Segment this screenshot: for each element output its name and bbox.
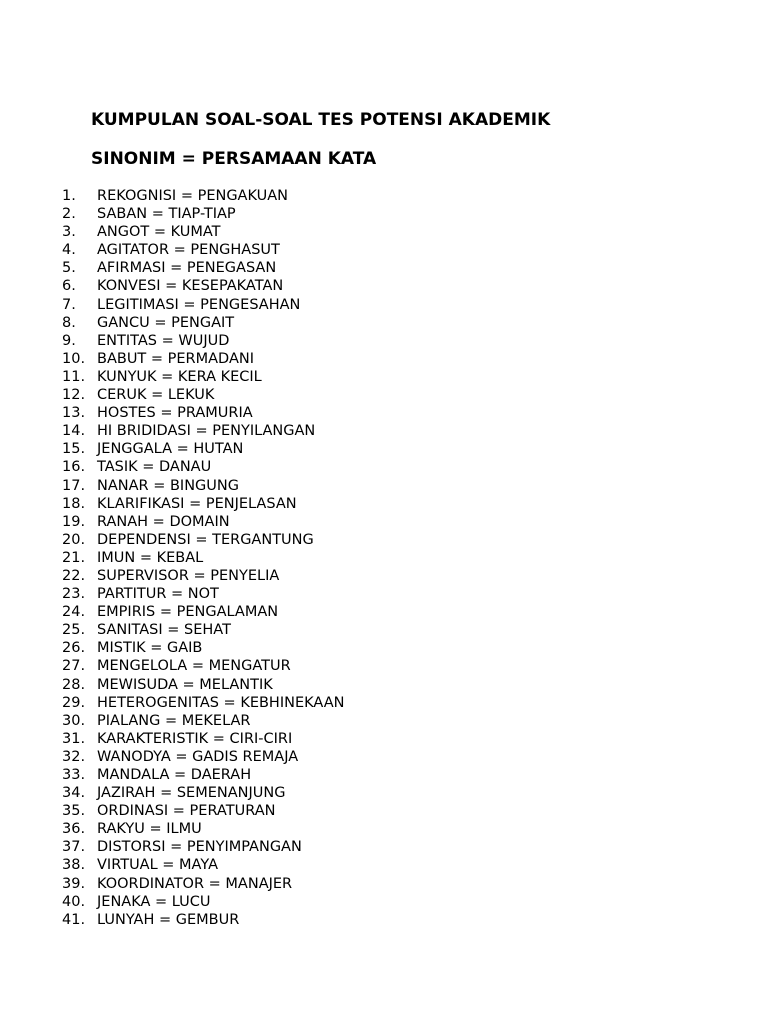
list-item-text: AFIRMASI = PENEGASAN	[97, 260, 277, 277]
document-title: KUMPULAN SOAL-SOAL TES POTENSI AKADEMIK	[91, 110, 551, 130]
list-item-text: JENGGALA = HUTAN	[97, 441, 244, 458]
list-item-number: 31.	[62, 730, 86, 747]
list-item-number: 33.	[62, 767, 86, 783]
list-item-text: HI BRIDIDASI = PENYILANGAN	[97, 423, 316, 440]
list-item-number: 1.	[62, 188, 76, 204]
document-subtitle: SINONIM = PERSAMAAN KATA	[91, 149, 377, 169]
list-item-text: MANDALA = DAERAH	[97, 767, 252, 783]
list-item-text: HOSTES = PRAMURIA	[97, 405, 253, 422]
list-item-text: REKOGNISI = PENGAKUAN	[97, 188, 288, 204]
list-item-number: 8.	[62, 314, 76, 331]
list-item-text: IMUN = KEBAL	[97, 549, 204, 566]
list-item-number: 35.	[62, 803, 86, 820]
list-item-number: 17.	[62, 477, 86, 494]
list-item-number: 22.	[62, 567, 86, 584]
list-item-text: ANGOT = KUMAT	[97, 224, 221, 241]
list-item-text: BABUT = PERMADANI	[97, 350, 255, 367]
list-item-text: VIRTUAL = MAYA	[97, 857, 219, 874]
list-item-number: 12.	[62, 387, 86, 404]
list-item-text: KUNYUK = KERA KECIL	[97, 368, 262, 385]
list-item-number: 29.	[62, 694, 86, 711]
list-item-number: 30.	[62, 712, 86, 729]
list-item-number: 37.	[62, 839, 86, 856]
list-item-number: 7.	[62, 296, 76, 313]
list-item-text: SUPERVISOR = PENYELIA	[97, 567, 280, 584]
list-item-number: 2.	[62, 206, 76, 223]
list-item-number: 18.	[62, 495, 86, 512]
list-item-text: MEWISUDA = MELANTIK	[97, 676, 273, 693]
list-item-text: PIALANG = MEKELAR	[97, 712, 251, 729]
list-item-text: ENTITAS = WUJUD	[97, 332, 230, 349]
list-item-text: SANITASI = SEHAT	[97, 622, 231, 639]
list-item-number: 23.	[62, 586, 86, 603]
list-item-number: 14.	[62, 423, 86, 440]
list-item-number: 5.	[62, 260, 76, 277]
list-item-number: 38.	[62, 857, 86, 874]
list-item-text: LEGITIMASI = PENGESAHAN	[97, 296, 301, 313]
list-item-number: 25.	[62, 622, 86, 639]
list-item-number: 13.	[62, 405, 86, 422]
list-item-number: 26.	[62, 640, 86, 657]
list-item-number: 21.	[62, 549, 86, 566]
list-item-number: 15.	[62, 441, 86, 458]
list-item-number: 3.	[62, 224, 76, 241]
list-item-text: CERUK = LEKUK	[97, 387, 215, 404]
list-item-text: EMPIRIS = PENGALAMAN	[97, 604, 279, 621]
list-item-text: MENGELOLA = MENGATUR	[97, 658, 291, 675]
list-item-text: KOORDINATOR = MANAJER	[97, 875, 293, 892]
list-item-number: 40.	[62, 893, 86, 910]
list-item-text: AGITATOR = PENGHASUT	[97, 242, 280, 259]
list-item-text: MISTIK = GAIB	[97, 640, 203, 657]
list-item-number: 6.	[62, 278, 76, 295]
list-item-number: 19.	[62, 513, 86, 530]
list-item-number: 24.	[62, 604, 86, 621]
list-item-text: GANCU = PENGAIT	[97, 314, 235, 331]
list-item-text: DISTORSI = PENYIMPANGAN	[97, 839, 302, 856]
list-item-number: 34.	[62, 785, 86, 802]
list-item-text: HETEROGENITAS = KEBHINEKAAN	[97, 694, 345, 711]
list-item-number: 36.	[62, 821, 86, 838]
list-item-text: JAZIRAH = SEMENANJUNG	[97, 785, 286, 802]
list-item-text: LUNYAH = GEMBUR	[97, 911, 240, 928]
list-item-number: 27.	[62, 658, 86, 675]
list-item-number: 28.	[62, 676, 86, 693]
list-item-text: NANAR = BINGUNG	[97, 477, 239, 494]
list-item-number: 32.	[62, 748, 86, 765]
list-item-text: PARTITUR = NOT	[97, 586, 219, 603]
list-item-text: KONVESI = KESEPAKATAN	[97, 278, 284, 295]
list-item-text: DEPENDENSI = TERGANTUNG	[97, 531, 314, 548]
list-item-text: KARAKTERISTIK = CIRI-CIRI	[97, 730, 293, 747]
list-item-number: 20.	[62, 531, 86, 548]
list-item-text: JENAKA = LUCU	[97, 893, 211, 910]
list-item-text: TASIK = DANAU	[97, 459, 212, 476]
list-item-number: 39.	[62, 875, 86, 892]
list-item-number: 16.	[62, 459, 86, 476]
list-item-number: 41.	[62, 911, 86, 928]
list-item-text: WANODYA = GADIS REMAJA	[97, 748, 299, 765]
list-item-text: KLARIFIKASI = PENJELASAN	[97, 495, 297, 512]
list-item-number: 11.	[62, 368, 86, 385]
list-item-number: 9.	[62, 332, 76, 349]
list-item-number: 4.	[62, 242, 76, 259]
list-item-number: 10.	[62, 350, 86, 367]
list-item-text: RAKYU = ILMU	[97, 821, 202, 838]
list-item-text: ORDINASI = PERATURAN	[97, 803, 276, 820]
list-item-text: RANAH = DOMAIN	[97, 513, 230, 530]
list-item-text: SABAN = TIAP-TIAP	[97, 206, 236, 223]
